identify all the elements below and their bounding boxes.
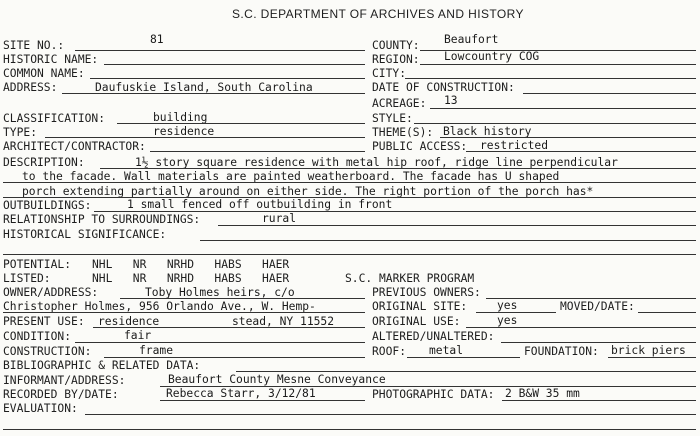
- altered-line: [501, 342, 696, 343]
- architect-label: ARCHITECT/CONTRACTOR:: [3, 140, 146, 153]
- listed-label: LISTED:: [3, 272, 51, 285]
- recorded-by-value: Rebecca Starr, 3/12/81: [166, 387, 316, 400]
- evaluation-label: EVALUATION:: [3, 402, 78, 415]
- listed-options: NHL NR NRHD HABS HAER: [92, 272, 290, 285]
- themes-label: THEME(S):: [372, 126, 434, 139]
- city-label: CITY:: [372, 67, 407, 80]
- site-no-line: [75, 50, 365, 51]
- previous-owners-label: PREVIOUS OWNERS:: [372, 286, 481, 299]
- date-of-construction-label: DATE OF CONSTRUCTION:: [372, 81, 515, 94]
- original-site-value: yes: [497, 299, 518, 312]
- style-label: STYLE:: [372, 112, 413, 125]
- outbuildings-value: 1 small fenced off outbuilding in front: [127, 198, 393, 211]
- recorded-by-line: [160, 400, 365, 401]
- classification-label: CLASSIFICATION:: [3, 112, 106, 125]
- description-line-2: to the facade. Wall materials are painted weatherboard. The facade has U shaped: [22, 170, 560, 183]
- blank-rule-1: [3, 254, 696, 255]
- altered-label: ALTERED/UNALTERED:: [372, 330, 495, 343]
- construction-label: CONSTRUCTION:: [3, 345, 92, 358]
- owner-line-1: [120, 298, 365, 299]
- present-use-label: PRESENT USE:: [3, 315, 85, 328]
- condition-line: [75, 342, 365, 343]
- common-name-label: COMMON NAME:: [3, 67, 85, 80]
- page-title: S.C. DEPARTMENT OF ARCHIVES AND HISTORY: [232, 7, 524, 21]
- foundation-label: FOUNDATION:: [524, 345, 599, 358]
- original-site-label: ORIGINAL SITE:: [372, 300, 468, 313]
- bibliographic-line: [236, 371, 696, 372]
- historic-name-line: [104, 64, 365, 65]
- original-use-value: yes: [497, 314, 518, 327]
- foundation-line: [608, 357, 696, 358]
- roof-label: ROOF:: [372, 345, 407, 358]
- address-label: ADDRESS:: [3, 81, 58, 94]
- public-access-label: PUBLIC ACCESS:: [372, 140, 468, 153]
- historic-name-label: HISTORIC NAME:: [3, 53, 99, 66]
- description-line-1: 1½ story square residence with metal hip roof, ridge line perpendicular: [135, 156, 618, 169]
- region-line: [420, 64, 696, 65]
- informant-value: Beaufort County Mesne Conveyance: [168, 373, 386, 386]
- public-access-line: [466, 151, 696, 152]
- region-label: REGION:: [372, 53, 420, 66]
- type-label: TYPE:: [3, 126, 38, 139]
- roof-value: metal: [429, 344, 464, 357]
- owner-line-2: [3, 312, 365, 313]
- classification-value: building: [153, 111, 208, 124]
- condition-value: fair: [124, 329, 152, 342]
- description-line-3: porch extending partially around on either side. The right portion of the porch has*: [22, 185, 594, 198]
- description-label: DESCRIPTION:: [3, 156, 85, 169]
- themes-value: Black history: [443, 125, 532, 138]
- original-site-line: [476, 312, 556, 313]
- address-line: [62, 93, 365, 94]
- moved-date-line: [638, 312, 696, 313]
- public-access-value: restricted: [480, 139, 549, 152]
- relationship-line: [218, 225, 696, 226]
- foundation-value: brick piers: [611, 344, 686, 357]
- present-use-line: [93, 327, 365, 328]
- county-value: Beaufort: [444, 33, 499, 46]
- condition-label: CONDITION:: [3, 330, 72, 343]
- photographic-data-value: 2 B&W 35 mm: [505, 387, 580, 400]
- date-of-construction-line: [523, 93, 696, 94]
- present-use-value: residence: [98, 315, 160, 328]
- potential-options: NHL NR NRHD HABS HAER: [92, 258, 290, 271]
- classification-line: [117, 123, 365, 124]
- blank-rule-2: [3, 429, 696, 430]
- marker-program: S.C. MARKER PROGRAM: [345, 272, 475, 285]
- moved-date-label: MOVED/DATE:: [560, 300, 635, 313]
- address-value: Daufuskie Island, South Carolina: [95, 81, 313, 94]
- site-no-value: 81: [150, 33, 164, 46]
- county-label: COUNTY:: [372, 39, 420, 52]
- potential-label: POTENTIAL:: [3, 258, 72, 271]
- relationship-value: rural: [262, 212, 297, 225]
- region-value: Lowcountry COG: [444, 50, 540, 63]
- original-use-line: [466, 327, 696, 328]
- description-rule-1: [100, 168, 696, 169]
- themes-line: [440, 137, 696, 138]
- construction-line: [104, 357, 365, 358]
- owner-value-1: Toby Holmes heirs, c/o: [145, 286, 295, 299]
- site-no-label: SITE NO.:: [3, 39, 65, 52]
- style-line: [414, 123, 696, 124]
- relationship-label: RELATIONSHIP TO SURROUNDINGS:: [3, 213, 201, 226]
- recorded-by-label: RECORDED BY/DATE:: [3, 388, 119, 401]
- acreage-value: 13: [444, 94, 458, 107]
- city-line: [405, 78, 696, 79]
- outbuildings-line: [94, 211, 696, 212]
- architect-line: [150, 151, 365, 152]
- owner-value-2: Christopher Holmes, 956 Orlando Ave., W. Hemp-: [3, 300, 316, 313]
- acreage-label: ACREAGE:: [372, 97, 427, 110]
- informant-label: INFORMANT/ADDRESS:: [3, 374, 126, 387]
- type-value: residence: [153, 125, 215, 138]
- type-line: [45, 137, 365, 138]
- photographic-data-line: [502, 400, 696, 401]
- acreage-line: [430, 108, 696, 109]
- photographic-data-label: PHOTOGRAPHIC DATA:: [372, 388, 495, 401]
- previous-owners-line: [486, 298, 696, 299]
- roof-line: [407, 357, 520, 358]
- common-name-line: [90, 78, 365, 79]
- construction-value: frame: [139, 344, 174, 357]
- historical-significance-label: HISTORICAL SIGNIFICANCE:: [3, 228, 167, 241]
- original-use-label: ORIGINAL USE:: [372, 315, 461, 328]
- evaluation-line: [85, 414, 696, 415]
- outbuildings-label: OUTBUILDINGS:: [3, 199, 92, 212]
- bibliographic-label: BIBLIOGRAPHIC & RELATED DATA:: [3, 359, 201, 372]
- owner-value-3: stead, NY 11552: [232, 315, 335, 328]
- owner-label: OWNER/ADDRESS:: [3, 286, 99, 299]
- historical-significance-line: [200, 240, 696, 241]
- description-rule-2: [3, 182, 696, 183]
